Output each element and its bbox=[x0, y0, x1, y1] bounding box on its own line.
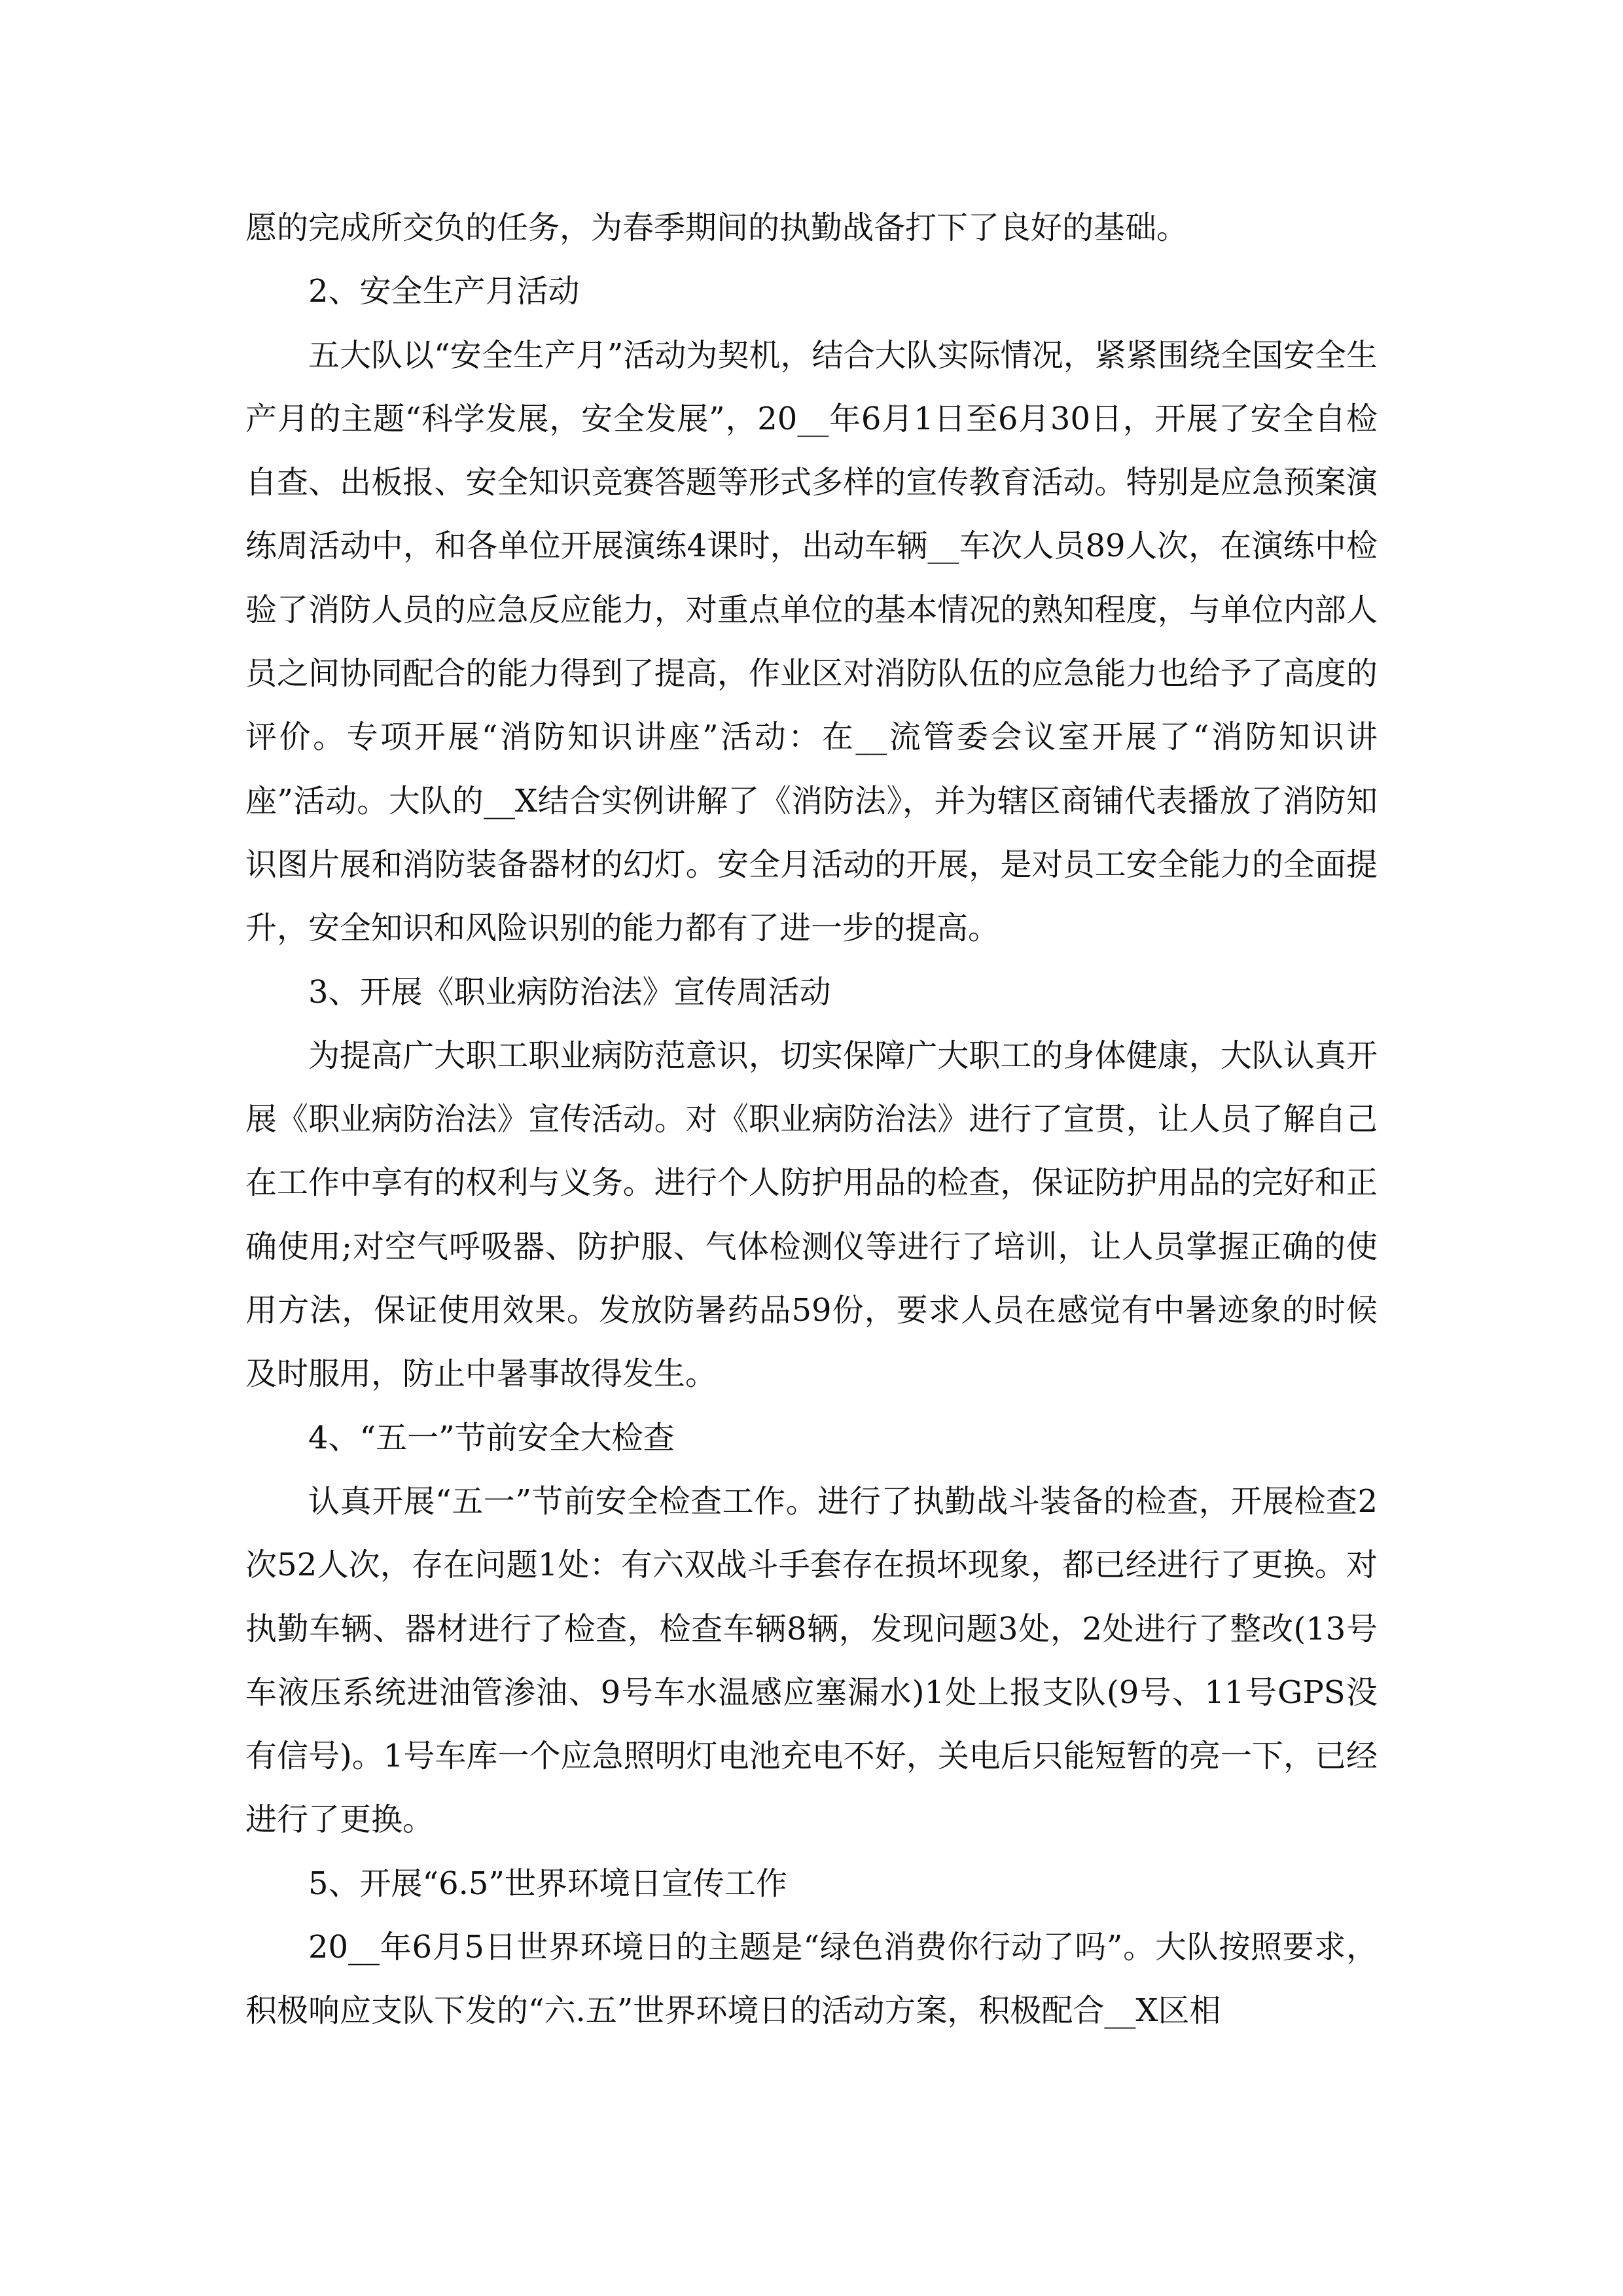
paragraph-may-day-inspection: 认真开展“五一”节前安全检查工作。进行了执勤战斗装备的检查，开展检查2次52人次，存在问题1处：有六双战斗手套存在损坏现象，都已经进行了更换。对执勤车辆、器材进行了检查，检查车辆8辆，发现问题3处，2处进行了整改(13号车液压系统进油管渗油、9号车水温感应塞漏水)1处上报支队(9号、11号GPS没有信号)。1号车库一个应急照明灯电池充电不好，关电后只能短暂的亮一下，已经进行了更换。 bbox=[245, 1482, 1378, 1839]
section-heading-3: 3、开展《职业病防治法》宣传周活动 bbox=[308, 973, 831, 1011]
paragraph-environment-day: 20__年6月5日世界环境日的主题是“绿色消费你行动了吗”。大队按照要求，积极响应支队下发的“六.五”世界环境日的活动方案，积极配合__X区相 bbox=[245, 1929, 1378, 2030]
section-heading-2: 2、安全生产月活动 bbox=[308, 273, 580, 310]
section-heading-4: 4、“五一”节前安全大检查 bbox=[308, 1419, 675, 1456]
paragraph-safety-month: 五大队以“安全生产月”活动为契机，结合大队实际情况，紧紧围绕全国安全生产月的主题“科学发展，安全发展”，20__年6月1日至6月30日，开展了安全自检自查、出板报、安全知识竞赛答题等形式多样的宣传教育活动。特别是应急预案演练周活动中，和各单位开展演练4课时，出动车辆__车次人员89人次，在演练中检验了消防人员的应急反应能力，对重点单位的基本情况的熟知程度，与单位内部人员之间协同配合的能力得到了提高，作业区对消防队伍的应急能力也给予了高度的评价。专项开展“消防知识讲座”活动：在__流管委会议室开展了“消防知识讲座”活动。大队的__X结合实例讲解了《消防法》，并为辖区商铺代表播放了消防知识图片展和消防装备器材的幻灯。安全月活动的开展，是对员工安全能力的全面提升，安全知识和风险识别的能力都有了进一步的提高。 bbox=[245, 336, 1378, 947]
paragraph-continued: 愿的完成所交负的任务，为春季期间的执勤战备打下了良好的基础。 bbox=[245, 209, 1188, 246]
paragraph-occupational-disease: 为提高广大职工职业病防范意识，切实保障广大职工的身体健康，大队认真开展《职业病防治法》宣传活动。对《职业病防治法》进行了宣贯，让人员了解自己在工作中享有的权利与义务。进行个人防护用品的检查，保证防护用品的完好和正确使用;对空气呼吸器、防护服、气体检测仪等进行了培训，让人员掌握正确的使用方法，保证使用效果。发放防暑药品59份，要求人员在感觉有中暑迹象的时候及时服用，防止中暑事故得发生。 bbox=[245, 1037, 1378, 1393]
section-heading-5: 5、开展“6.5”世界环境日宣传工作 bbox=[308, 1865, 787, 1902]
document-body bbox=[245, 196, 1378, 2043]
